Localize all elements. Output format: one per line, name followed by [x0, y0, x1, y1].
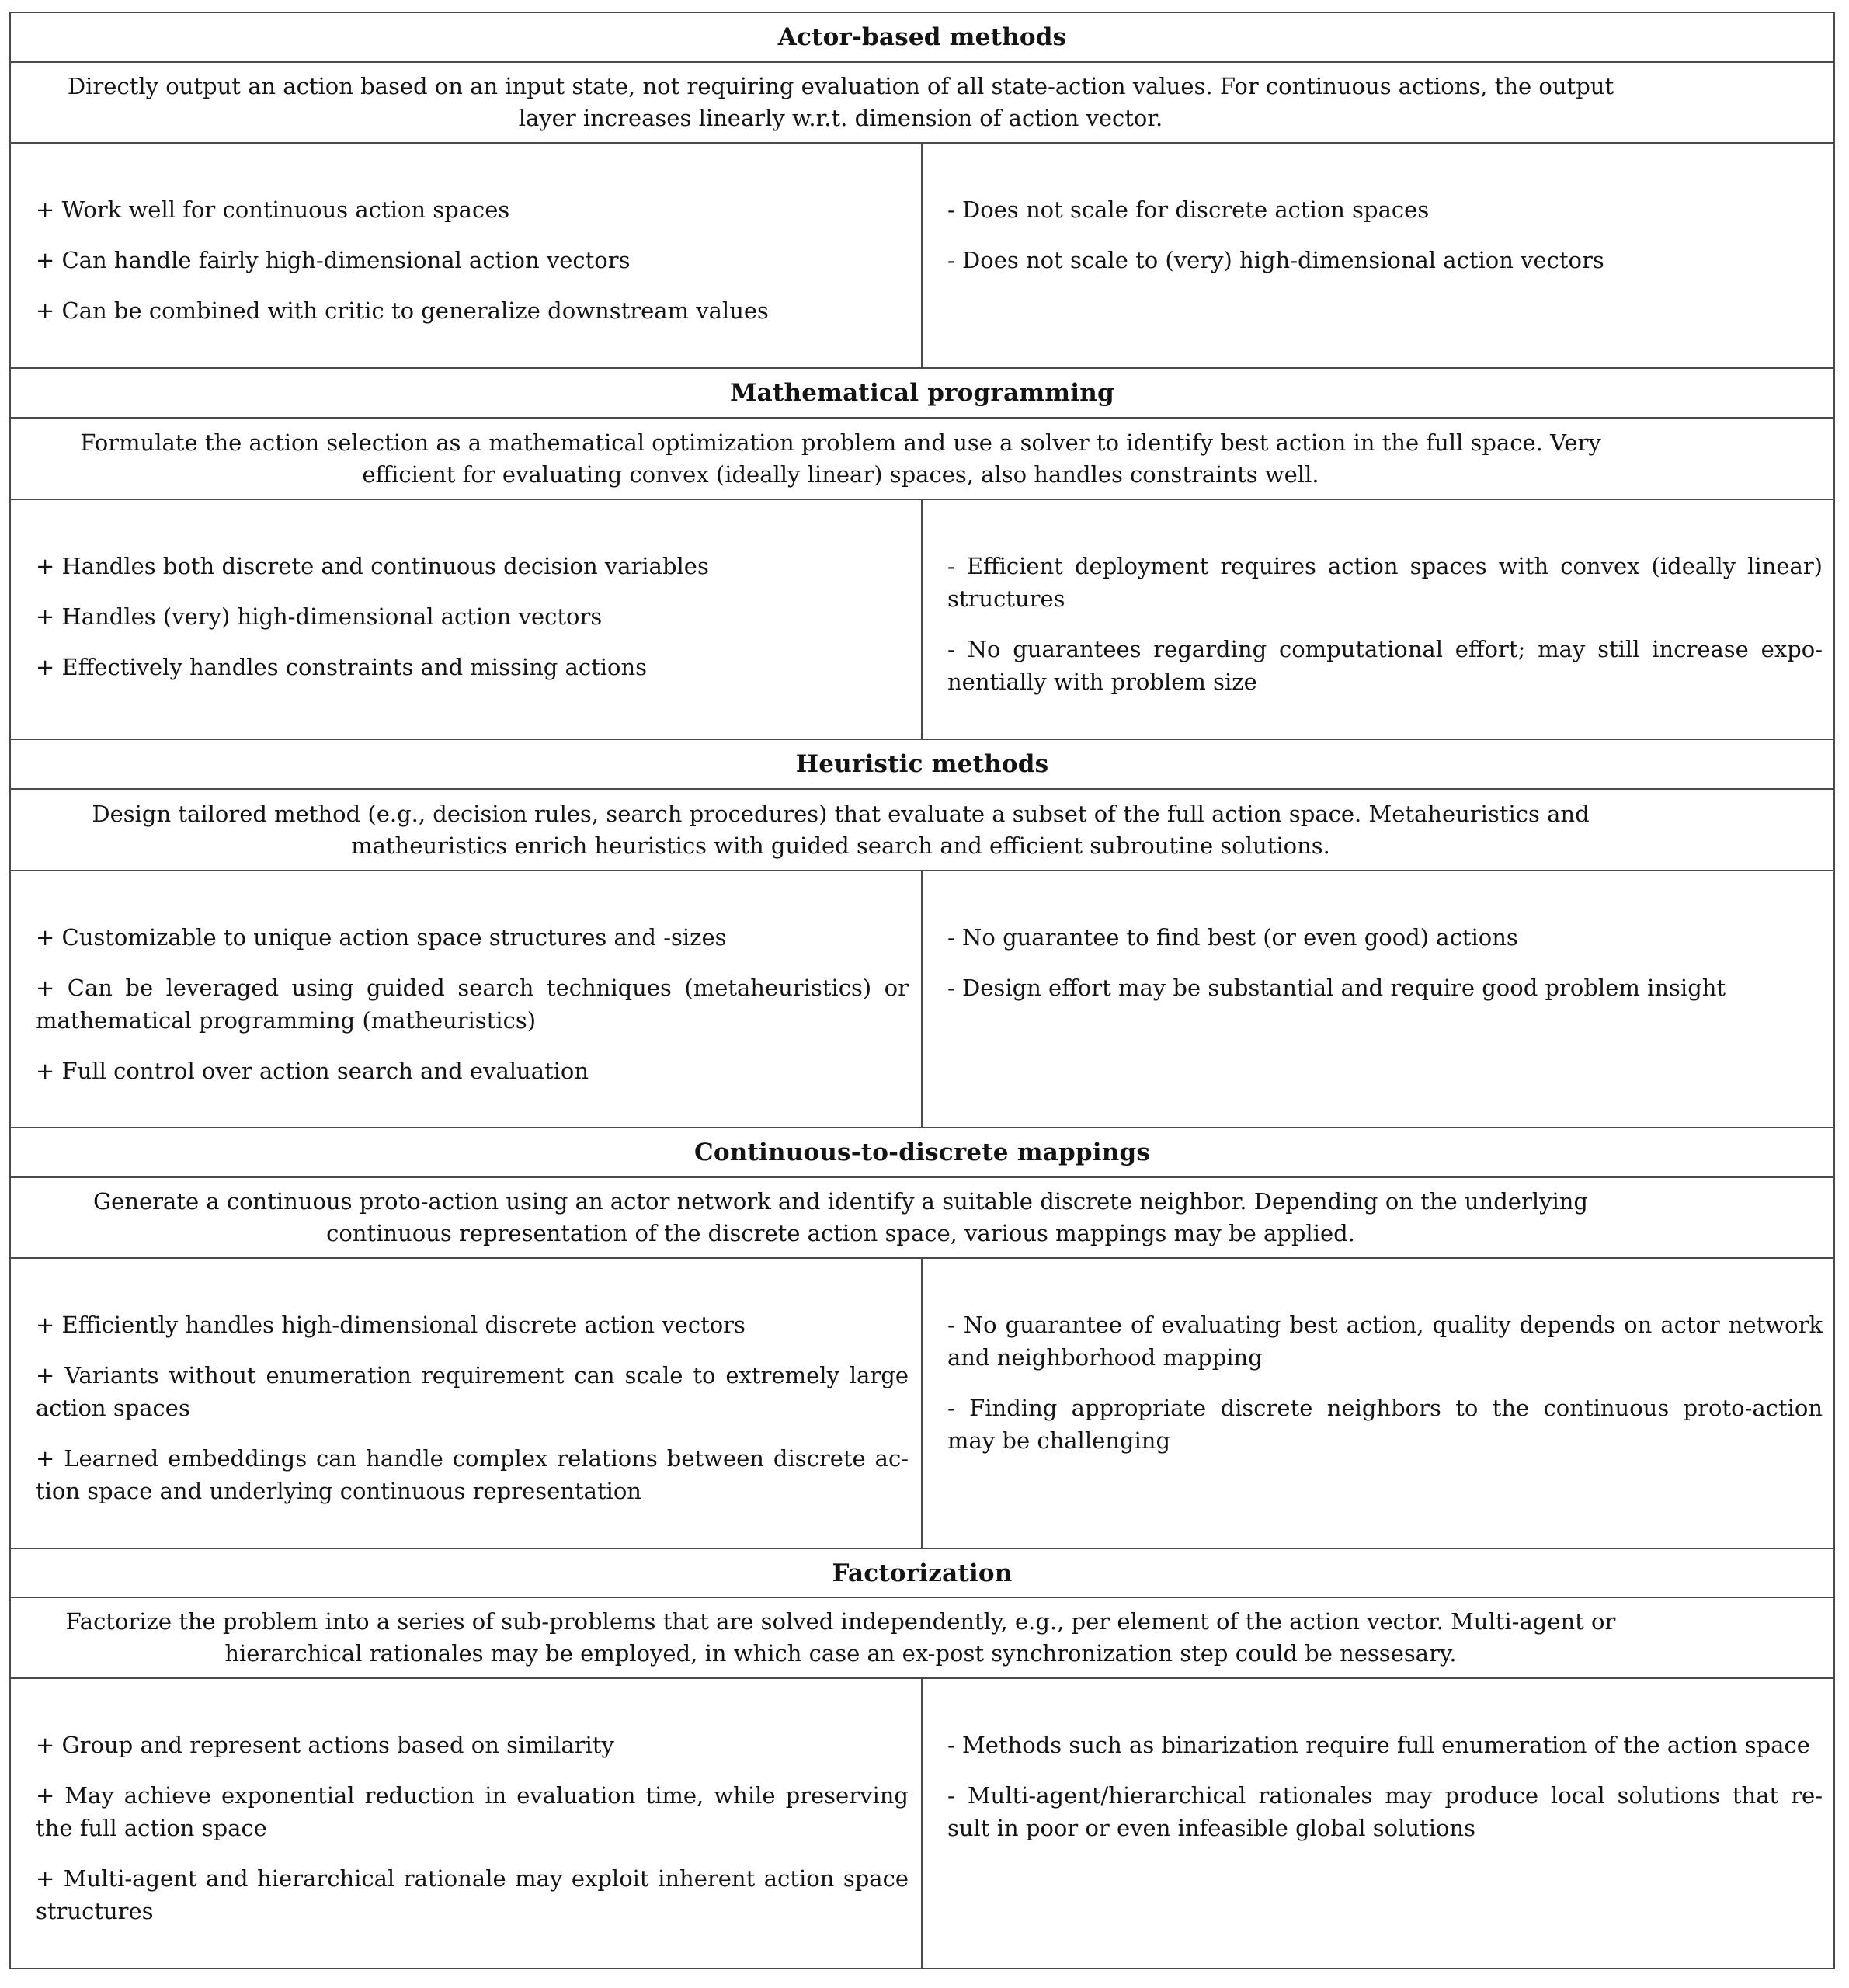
advantage-item [36, 1359, 909, 1424]
section-title: Heuristic methods [11, 740, 1833, 790]
disadvantage-item [947, 633, 1823, 698]
description-line: efficient for evaluating convex (ideally linear) spaces, also handles constraints well. [362, 461, 1319, 488]
advantages-column [11, 1679, 923, 1968]
item-line: mathematical programming (matheuristics) [36, 1007, 537, 1034]
item-line: + Can be leveraged using guided search techniques (metaheuristics) or [36, 975, 909, 1001]
advantage-item [36, 971, 909, 1037]
section-title: Factorization [11, 1549, 1833, 1598]
pros-cons-row [11, 871, 1833, 1128]
advantage-item [36, 1442, 909, 1507]
advantage-item [36, 1862, 909, 1927]
item-line: + Effectively handles constraints and missing actions [36, 654, 648, 680]
item-line: + Customizable to unique action space structures and -sizes [36, 924, 727, 951]
description-line: Formulate the action selection as a mathematical optimization problem and use a solver to identify best action in the full space. Very [80, 429, 1601, 456]
item-line: + Multi-agent and hierarchical rationale may exploit inherent action space [36, 1865, 909, 1892]
section-heuristic-methods [11, 740, 1833, 1128]
advantage-item [36, 244, 909, 276]
advantage-item [36, 651, 909, 683]
disadvantage-item [947, 971, 1823, 1004]
disadvantage-item [947, 1779, 1823, 1844]
disadvantage-item [947, 1309, 1823, 1374]
section-actor-based-methods [11, 13, 1833, 369]
disadvantage-item [947, 193, 1823, 226]
section-title: Mathematical programming [11, 369, 1833, 419]
item-line: - Methods such as binarization require full enumeration of the action space [947, 1732, 1810, 1758]
advantage-item [36, 1729, 909, 1761]
item-line: - Finding appropriate discrete neighbors to the continuous proto-action [947, 1395, 1823, 1421]
description-line: Generate a continuous proto-action using an actor network and identify a suitable discrete neighbor. Depending on the underlying [92, 1188, 1589, 1215]
disadvantage-item [947, 1392, 1823, 1457]
advantage-item [36, 550, 909, 582]
pros-cons-row [11, 500, 1833, 740]
item-line: - No guarantee to find best (or even good) actions [947, 924, 1518, 951]
item-line: - Multi-agent/hierarchical rationales may produce local solutions that re- [947, 1782, 1823, 1809]
disadvantage-item [947, 550, 1823, 615]
advantages-column [11, 144, 923, 367]
description-line: Factorize the problem into a series of sub-problems that are solved independently, e.g., per element of the action vector. Multi-agent or [65, 1608, 1616, 1635]
item-line: tion space and underlying continuous representation [36, 1478, 641, 1504]
advantage-item [36, 294, 909, 327]
item-line: action spaces [36, 1395, 190, 1421]
item-line: + Can be combined with critic to generalize downstream values [36, 297, 769, 324]
section-description [11, 63, 1833, 144]
description-line: hierarchical rationales may be employed, in which case an ex-post synchronization step could be nessesary. [224, 1640, 1457, 1667]
item-line: and neighborhood mapping [947, 1344, 1263, 1371]
item-line: + Full control over action search and evaluation [36, 1058, 589, 1084]
advantage-item [36, 1055, 909, 1087]
description-line: continuous representation of the discrete action space, various mappings may be applied. [326, 1220, 1355, 1246]
advantage-item [36, 193, 909, 226]
disadvantage-item [947, 1729, 1823, 1761]
item-line: + Learned embeddings can handle complex relations between discrete ac- [36, 1445, 909, 1472]
advantage-item [36, 1779, 909, 1844]
section-title: Actor-based methods [11, 13, 1833, 63]
disadvantages-column [923, 144, 1833, 367]
advantages-column [11, 1259, 923, 1548]
item-line: structures [947, 586, 1065, 612]
item-line: + Group and represent actions based on similarity [36, 1732, 614, 1758]
description-line: Directly output an action based on an input state, not requiring evaluation of all state-action values. For continuous actions, the output [67, 73, 1614, 99]
section-description [11, 419, 1833, 500]
section-factorization [11, 1549, 1833, 1968]
item-line: - No guarantees regarding computational effort; may still increase expo- [947, 636, 1823, 662]
item-line: + May achieve exponential reduction in evaluation time, while preserving [36, 1782, 909, 1809]
disadvantages-column [923, 1259, 1833, 1548]
item-line: + Variants without enumeration requirement can scale to extremely large [36, 1362, 909, 1388]
item-line: may be challenging [947, 1427, 1171, 1454]
disadvantage-item [947, 244, 1823, 276]
methods-comparison-table [9, 12, 1835, 1969]
item-line: + Can handle fairly high-dimensional action vectors [36, 247, 631, 273]
advantage-item [36, 1309, 909, 1341]
item-line: + Handles both discrete and continuous decision variables [36, 553, 709, 579]
item-line: the full action space [36, 1815, 267, 1841]
disadvantage-item [947, 921, 1823, 954]
item-line: + Efficiently handles high-dimensional discrete action vectors [36, 1312, 746, 1338]
pros-cons-row [11, 144, 1833, 369]
item-line: - Efficient deployment requires action spaces with convex (ideally linear) [947, 553, 1823, 579]
item-line: - No guarantee of evaluating best action, quality depends on actor network [947, 1312, 1823, 1338]
section-description [11, 790, 1833, 871]
disadvantages-column [923, 871, 1833, 1127]
description-line: matheuristics enrich heuristics with guided search and efficient subroutine solutions. [351, 832, 1330, 859]
advantages-column [11, 500, 923, 739]
pros-cons-row [11, 1679, 1833, 1968]
item-line: + Work well for continuous action spaces [36, 196, 510, 223]
item-line: sult in poor or even infeasible global solutions [947, 1815, 1475, 1841]
advantages-column [11, 871, 923, 1127]
advantage-item [36, 600, 909, 633]
item-line: structures [36, 1898, 154, 1924]
advantage-item [36, 921, 909, 954]
item-line: - Does not scale for discrete action spaces [947, 196, 1430, 223]
section-mathematical-programming [11, 369, 1833, 740]
section-continuous-to-discrete-mappings [11, 1128, 1833, 1549]
disadvantages-column [923, 500, 1833, 739]
pros-cons-row [11, 1259, 1833, 1549]
item-line: - Does not scale to (very) high-dimensional action vectors [947, 247, 1604, 273]
item-line: + Handles (very) high-dimensional action vectors [36, 603, 603, 630]
item-line: - Design effort may be substantial and require good problem insight [947, 975, 1726, 1001]
item-line: nentially with problem size [947, 669, 1257, 695]
section-title: Continuous-to-discrete mappings [11, 1128, 1833, 1178]
description-line: Design tailored method (e.g., decision rules, search procedures) that evaluate a subset of the full action space. Metaheuristics and [92, 800, 1590, 827]
section-description [11, 1598, 1833, 1679]
description-line: layer increases linearly w.r.t. dimension of action vector. [518, 105, 1163, 131]
disadvantages-column [923, 1679, 1833, 1968]
section-description [11, 1178, 1833, 1259]
